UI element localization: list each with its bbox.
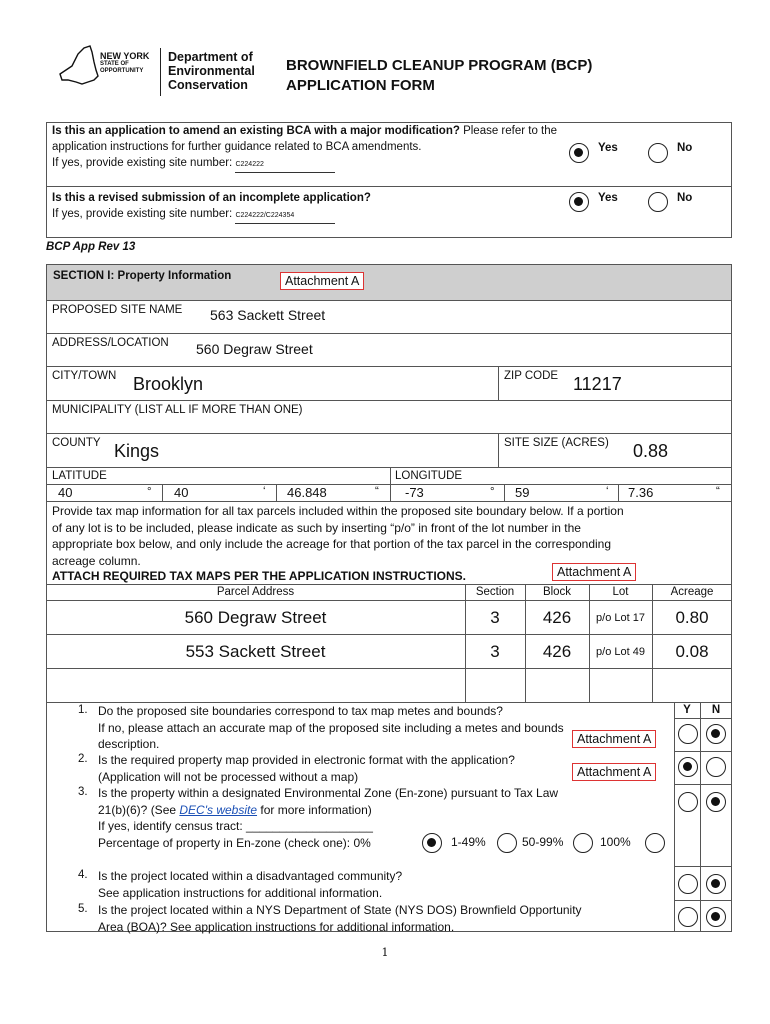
zip-label: ZIP CODE — [504, 370, 559, 382]
pct-1-49-radio[interactable] — [497, 833, 517, 853]
longitude-seconds[interactable]: 7.36 — [628, 485, 654, 500]
second-symbol: “ — [375, 486, 379, 498]
amend-yes-radio[interactable] — [569, 143, 589, 163]
q3-no-radio[interactable] — [706, 792, 726, 812]
dec-logo-text — [168, 50, 255, 92]
county-value[interactable]: Kings — [114, 441, 160, 461]
parcel-header-address: Parcel Address — [216, 586, 295, 598]
city-label: CITY/TOWN — [52, 370, 117, 382]
q1-line3: description. — [98, 737, 160, 751]
q1-line1: Do the proposed site boundaries correspond to tax map metes and bounds? — [98, 704, 503, 718]
q4-text — [98, 868, 402, 901]
address-label: ADDRESS/LOCATION — [52, 337, 169, 349]
q5-line2: Area (BOA)? See application instructions for additional information. — [98, 919, 455, 934]
col-line — [498, 433, 499, 467]
logo-divider — [160, 48, 161, 96]
amend-site-number[interactable]: C224222 — [235, 157, 335, 173]
revised-site-line — [52, 207, 335, 224]
latitude-seconds[interactable]: 46.848 — [287, 485, 327, 500]
amend-line2: application instructions for further guidance related to BCA amendments. — [52, 141, 422, 153]
minute-symbol: ‘ — [263, 486, 266, 498]
revised-site-label: If yes, provide existing site number: — [52, 208, 236, 220]
amend-question — [52, 124, 672, 139]
revised-yes-label: Yes — [598, 192, 618, 204]
q4-yes-radio[interactable] — [678, 874, 698, 894]
dec-line2: Environmental — [168, 64, 255, 78]
second-symbol: “ — [716, 486, 720, 498]
ny-logo-line2: STATE OF — [100, 61, 129, 67]
yn-col-line — [700, 702, 701, 932]
amend-yes-label: Yes — [598, 142, 618, 154]
coord-cell-line — [162, 484, 163, 501]
minute-symbol: ‘ — [606, 486, 609, 498]
row-line — [46, 433, 732, 434]
form-title — [286, 56, 592, 96]
dec-line3: Conservation — [168, 78, 248, 92]
title-line2: APPLICATION FORM — [286, 77, 435, 94]
coord-cell-line — [276, 484, 277, 501]
degree-symbol: ° — [490, 486, 495, 498]
q1-line2: If no, please attach an accurate map of the proposed site including a metes and bounds — [98, 720, 564, 735]
q-row-line — [674, 866, 732, 867]
row-line — [46, 400, 732, 401]
ny-state-map-icon — [58, 44, 100, 88]
q3-number: 3. — [78, 786, 88, 798]
q-row-line — [674, 784, 732, 785]
municipality-label: MUNICIPALITY (LIST ALL IF MORE THAN ONE) — [52, 404, 303, 416]
row-line — [46, 333, 732, 334]
pct-1-49-label: 1-49% — [451, 835, 486, 849]
q-row-line — [674, 751, 732, 752]
parcel-header-lot: Lot — [612, 586, 629, 598]
zip-value[interactable]: 11217 — [573, 374, 622, 394]
q5-number: 5. — [78, 903, 88, 915]
revised-question: Is this a revised submission of an incomplete application? — [52, 192, 371, 204]
row-line — [46, 501, 732, 502]
q2-line2: (Application will not be processed without a map) — [98, 769, 359, 784]
q4-line1: Is the project located within a disadvantaged community? — [98, 869, 403, 883]
q1-number: 1. — [78, 704, 88, 716]
ny-logo-line1: NEW YORK — [100, 51, 150, 61]
coord-cell-line — [504, 484, 505, 501]
address-value[interactable]: 560 Degraw Street — [196, 341, 313, 357]
q3-line2 — [98, 802, 668, 819]
site-name-label: PROPOSED SITE NAME — [52, 304, 183, 316]
q4-no-radio[interactable] — [706, 874, 726, 894]
q1-attachment-label: Attachment A — [572, 730, 656, 748]
longitude-minutes[interactable]: 59 — [515, 485, 530, 500]
q2-number: 2. — [78, 753, 88, 765]
revised-yes-radio[interactable] — [569, 192, 589, 212]
q3-line2-start: 21(b)(6)? (See — [98, 802, 180, 817]
parcel-acreage[interactable]: 0.08 — [675, 642, 709, 661]
pct-50-99-label: 50-99% — [522, 835, 564, 849]
amend-note: Please refer to the — [459, 125, 558, 137]
municipality-field[interactable] — [52, 418, 722, 432]
dec-website-link[interactable]: DEC's website — [179, 802, 258, 817]
amend-no-radio[interactable] — [648, 143, 668, 163]
q3-census-tract-line: If yes, identify census tract: ___________________ — [98, 819, 373, 833]
site-name-value[interactable]: 563 Sackett Street — [210, 307, 326, 323]
revised-no-radio[interactable] — [648, 192, 668, 212]
q2-no-radio[interactable] — [706, 757, 726, 777]
col-line — [498, 366, 499, 400]
tax-map-instructions — [52, 503, 624, 569]
title-line1: BROWNFIELD CLEANUP PROGRAM (BCP) — [286, 57, 593, 74]
q2-text — [98, 752, 515, 785]
dec-line1: Department of — [168, 50, 253, 64]
q1-yes-radio[interactable] — [678, 724, 698, 744]
q3-line2-end: for more information) — [257, 802, 372, 817]
revised-no-label: No — [677, 192, 693, 204]
amendment-divider — [46, 186, 732, 187]
row-line — [46, 668, 732, 669]
amend-no-label: No — [677, 142, 693, 154]
county-label: COUNTY — [52, 437, 101, 449]
pct-0-radio[interactable] — [422, 833, 442, 853]
amend-question-text: Is this an application to amend an existing BCA with a major modification? — [52, 125, 460, 137]
revision-label: BCP App Rev 13 — [46, 241, 136, 253]
tax-maps-attachment-label: Attachment A — [552, 563, 636, 581]
parcel-lot[interactable]: p/o Lot 49 — [596, 646, 645, 658]
latitude-minutes[interactable]: 40 — [174, 485, 189, 500]
tax-text-line1: Provide tax map information for all tax parcels included within the proposed site boundary below. If a portion — [52, 504, 624, 518]
q-row-line — [674, 900, 732, 901]
parcel-block[interactable]: 426 — [542, 608, 572, 627]
latitude-degrees[interactable]: 40 — [58, 485, 73, 500]
section1-title: SECTION I: Property Information — [53, 270, 232, 282]
no-column-header: N — [711, 704, 721, 716]
q4-number: 4. — [78, 869, 88, 881]
q2-line1: Is the required property map provided in electronic format with the application? — [98, 753, 515, 767]
parcel-address[interactable]: 553 Sackett Street — [185, 642, 326, 661]
row-line — [46, 300, 732, 301]
q2-yes-radio[interactable] — [678, 757, 698, 777]
q3-yes-radio[interactable] — [678, 792, 698, 812]
parcel-block[interactable]: 426 — [542, 642, 572, 661]
yn-header-line — [674, 718, 732, 719]
site-size-value[interactable]: 0.88 — [633, 441, 669, 461]
amend-site-label: If yes, provide existing site number: — [52, 157, 236, 169]
ny-logo-line3: OPPORTUNITY — [100, 68, 144, 74]
parcel-section[interactable]: 3 — [490, 642, 500, 661]
pct-100-label: 100% — [600, 835, 631, 849]
pct-50-99-radio[interactable] — [573, 833, 593, 853]
q3-percentage-line: Percentage of property in En-zone (check one): 0% — [98, 835, 371, 850]
amend-site-line — [52, 156, 335, 173]
yes-column-header: Y — [683, 704, 691, 716]
q1-no-radio[interactable] — [706, 724, 726, 744]
attach-tax-maps-instruction: ATTACH REQUIRED TAX MAPS PER THE APPLICATION INSTRUCTIONS. — [52, 569, 467, 583]
q5-text — [98, 902, 582, 935]
q3-line1: Is the property within a designated Environmental Zone (En-zone) pursuant to Tax Law — [98, 786, 559, 800]
coord-cell-line — [618, 484, 619, 501]
latitude-label: LATITUDE — [52, 470, 107, 482]
parcel-acreage[interactable]: 0.80 — [675, 608, 709, 627]
q2-attachment-label: Attachment A — [572, 763, 656, 781]
row-line — [46, 366, 732, 367]
pct-100-radio[interactable] — [645, 833, 665, 853]
longitude-degrees[interactable]: -73 — [405, 485, 424, 500]
longitude-label: LONGITUDE — [395, 470, 463, 482]
parcel-lot[interactable]: p/o Lot 17 — [596, 612, 645, 624]
parcel-header-acreage: Acreage — [670, 586, 714, 598]
site-size-label: SITE SIZE (ACRES) — [504, 437, 609, 449]
parcel-header-section: Section — [475, 586, 515, 598]
page-number: 1 — [381, 946, 389, 959]
tax-text-line2: of any lot is to be included, please indicate as such by inserting “p/o” in front of the lot number in the — [52, 520, 581, 535]
revised-site-number[interactable]: C224222/C224354 — [235, 208, 335, 224]
ny-logo-text — [100, 52, 149, 75]
q5-line1: Is the project located within a NYS Department of State (NYS DOS) Brownfield Opportunity — [98, 903, 582, 917]
q4-line2: See application instructions for additional information. — [98, 885, 383, 900]
section1-attachment-label: Attachment A — [280, 272, 364, 290]
row-line — [46, 467, 732, 468]
tax-text-line3: appropriate box below, and only include the acreage for that portion of the tax parcel in the corresponding — [52, 537, 612, 551]
degree-symbol: ° — [147, 486, 152, 498]
q5-no-radio[interactable] — [706, 907, 726, 927]
tax-text-line4: acreage column. — [52, 553, 141, 568]
parcel-header-block: Block — [542, 586, 572, 598]
parcel-address[interactable]: 560 Degraw Street — [184, 608, 327, 627]
q5-yes-radio[interactable] — [678, 907, 698, 927]
city-value[interactable]: Brooklyn — [133, 374, 204, 394]
yn-col-line — [674, 702, 675, 932]
parcel-section[interactable]: 3 — [490, 608, 500, 627]
